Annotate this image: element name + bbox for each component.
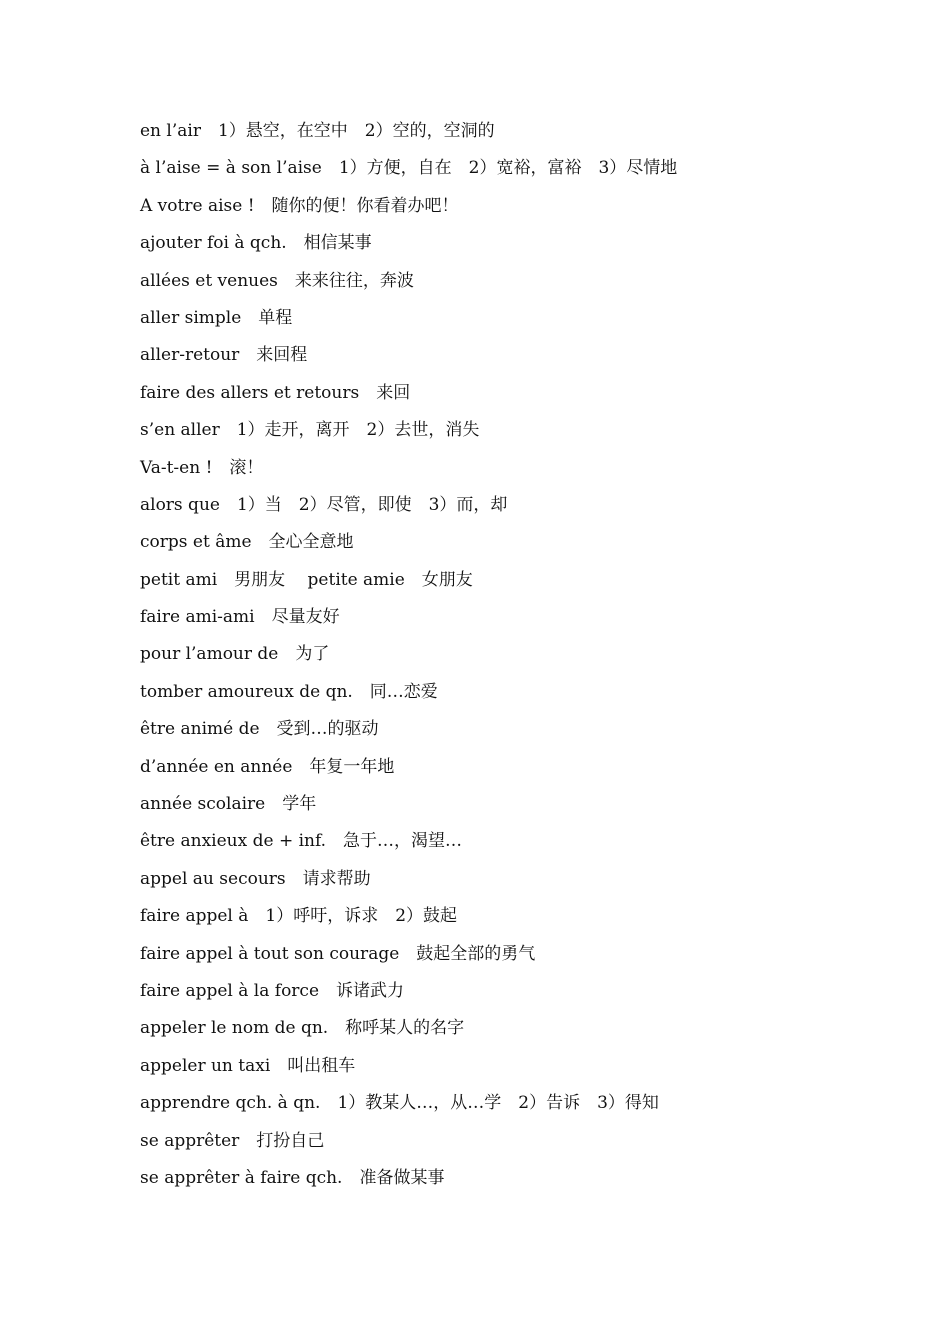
phrase-entry: être anxieux de + inf. 急于…，渴望… [140, 831, 463, 852]
phrase-entry: faire appel à tout son courage 鼓起全部的勇气 [140, 943, 536, 964]
phrase-entry: alors que 1）当 2）尽管，即使 3）而，却 [140, 494, 508, 515]
phrase-entry: appeler un taxi 叫出租车 [140, 1055, 356, 1076]
phrase-entry: se apprêter à faire qch. 准备做某事 [140, 1167, 445, 1188]
phrase-entry: appeler le nom de qn. 称呼某人的名字 [140, 1018, 465, 1039]
phrase-entry: en l’air 1）悬空，在空中 2）空的，空洞的 [140, 121, 495, 141]
phrase-list [140, 113, 900, 1197]
phrase-entry: appel au secours 请求帮助 [140, 868, 371, 889]
phrase-entry: pour l’amour de 为了 [140, 644, 330, 665]
phrase-entry: d’année en année 年复一年地 [140, 756, 395, 777]
phrase-entry: aller-retour 来回程 [140, 345, 308, 366]
phrase-entry: apprendre qch. à qn. 1）教某人…，从…学 2）告诉 3）得知 [140, 1093, 659, 1114]
phrase-entry: année scolaire 学年 [140, 794, 317, 815]
phrase-entry: A votre aise ! 随你的便！你看着办吧！ [140, 195, 459, 216]
phrase-entry: faire appel à la force 诉诸武力 [140, 980, 405, 1001]
phrase-entry: faire des allers et retours 来回 [140, 382, 411, 403]
phrase-entry: petit ami 男朋友 petite amie 女朋友 [140, 569, 473, 590]
phrase-entry: ajouter foi à qch. 相信某事 [140, 233, 372, 254]
phrase-entry: à l’aise = à son l’aise 1）方便，自在 2）宽裕，富裕 3）尽情地 [140, 158, 678, 179]
phrase-entry: allées et venues 来来往往，奔波 [140, 270, 414, 291]
phrase-entry: faire appel à 1）呼吁，诉求 2）鼓起 [140, 906, 458, 927]
phrase-entry: tomber amoureux de qn. 同…恋爱 [140, 681, 438, 702]
phrase-entry: se apprêter 打扮自己 [140, 1130, 325, 1151]
phrase-entry: faire ami-ami 尽量友好 [140, 607, 340, 628]
phrase-entry: aller simple 单程 [140, 307, 293, 328]
phrase-entry: être animé de 受到…的驱动 [140, 719, 379, 740]
phrase-entry: Va-t-en ! 滚！ [140, 457, 264, 478]
phrase-entry: corps et âme 全心全意地 [140, 532, 354, 553]
phrase-entry: s’en aller 1）走开，离开 2）去世，消失 [140, 420, 480, 441]
